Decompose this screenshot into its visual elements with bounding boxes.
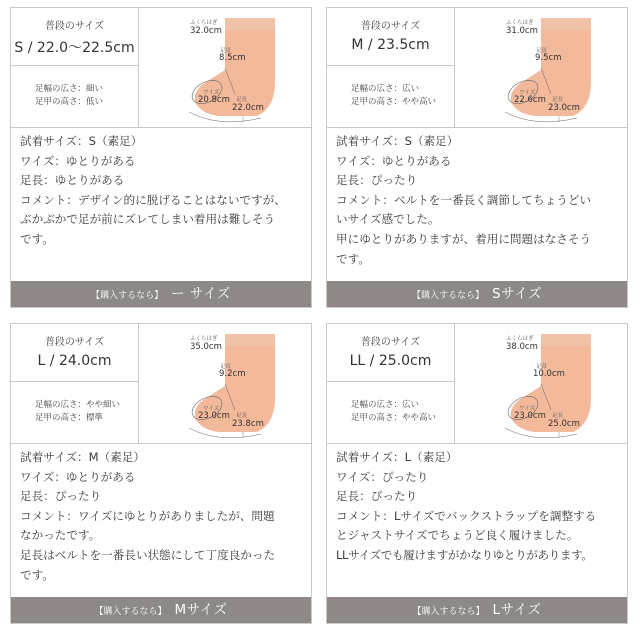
review-line: コメント：ベルトを一番長く調節してちょうどい	[336, 192, 592, 207]
review-line: 足長はベルトを一番長い状態にして丁度良かった	[20, 547, 276, 562]
review-line: ワイズ：ゆとりがある	[20, 469, 136, 484]
instep-height-text: 足甲の高さ：標準	[35, 413, 104, 423]
width-value: 20.8cm	[198, 95, 230, 105]
calf-value: 35.0cm	[190, 342, 222, 352]
foot-measurement-diagram	[139, 324, 311, 443]
instep-label: 足首	[220, 48, 232, 54]
calf-value: 38.0cm	[506, 342, 538, 352]
foot-shape-box	[327, 382, 455, 443]
length-label: 足長	[236, 97, 248, 103]
calf-value: 32.0cm	[190, 26, 222, 36]
usual-size-label: 普段のサイズ	[44, 21, 105, 32]
recommended-size-bar	[327, 597, 627, 623]
length-value: 25.0cm	[548, 419, 580, 429]
review-line: 足長：ゆとりがある	[20, 173, 125, 188]
width-label: ワイズ	[203, 90, 220, 96]
usual-size-value: L / 24.0cm	[37, 353, 112, 369]
usual-size-box	[11, 8, 139, 66]
foot-width-text: 足幅の広さ：広い	[351, 400, 420, 410]
foot-illustration-icon	[455, 8, 627, 127]
review-line: ぶかぶかで足が前にズレてしまい着用は難しそう	[20, 212, 276, 227]
width-value: 23.0cm	[198, 411, 230, 421]
try-on-review	[11, 127, 311, 282]
usual-size-value: LL / 25.0cm	[349, 353, 432, 369]
review-line: ワイズ：ぴったり	[336, 469, 429, 484]
calf-label: ふくらはぎ	[506, 20, 534, 26]
calf-label: ふくらはぎ	[190, 336, 218, 342]
usual-size-value: S / 22.0〜22.5cm	[14, 40, 135, 56]
recommended-size-bar	[327, 281, 627, 307]
length-label: 足長	[552, 413, 564, 419]
buy-prefix: 【購入するなら】	[412, 607, 485, 617]
review-line: とジャストサイズでちょうど良く履けました。	[336, 528, 579, 543]
review-line: なかったです。	[20, 528, 101, 543]
foot-measurement-diagram	[455, 8, 627, 127]
try-on-review	[327, 127, 627, 282]
recommended-size: Sサイズ	[492, 286, 542, 302]
review-line: 試着サイズ：M（素足）	[20, 450, 146, 464]
foot-measurement-diagram	[139, 8, 311, 127]
length-value: 23.0cm	[548, 103, 580, 113]
instep-height-text: 足甲の高さ：やや高い	[351, 97, 437, 107]
review-line: 足長：ぴったり	[336, 173, 418, 188]
review-line: ワイズ：ゆとりがある	[336, 153, 452, 168]
review-line: です。	[20, 567, 54, 582]
review-line: 足長：ぴったり	[20, 489, 102, 504]
width-label: ワイズ	[203, 406, 220, 412]
foot-shape-box	[11, 382, 139, 443]
foot-illustration-icon	[139, 8, 311, 127]
review-line: 試着サイズ：L（素足）	[336, 450, 458, 464]
usual-size-box	[327, 324, 455, 382]
review-line: 甲にゆとりがありますが、着用に問題はなさそう	[336, 231, 592, 246]
review-line: LLサイズでも履けますがかなりゆとりがあります。	[336, 547, 593, 562]
foot-illustration-icon	[455, 324, 627, 443]
calf-value: 31.0cm	[506, 26, 538, 36]
calf-label: ふくらはぎ	[506, 336, 534, 342]
buy-prefix: 【購入するなら】	[411, 291, 484, 301]
usual-size-box	[327, 8, 455, 66]
foot-width-text: 足幅の広さ：細い	[35, 84, 104, 94]
foot-width-text: 足幅の広さ：広い	[351, 84, 420, 94]
try-on-review	[11, 443, 311, 598]
instep-value: 9.5cm	[535, 53, 562, 63]
width-label: ワイズ	[519, 406, 536, 412]
review-line: いサイズ感でした。	[336, 212, 440, 227]
review-line: コメント：デザイン的に脱げることはないですが、	[20, 192, 286, 207]
instep-height-text: 足甲の高さ：低い	[35, 97, 104, 107]
usual-size-label: 普段のサイズ	[44, 337, 105, 348]
instep-value: 10.0cm	[533, 369, 565, 379]
length-label: 足長	[552, 97, 564, 103]
try-on-review	[327, 443, 627, 598]
length-label: 足長	[236, 413, 248, 419]
recommended-size: Lサイズ	[492, 602, 542, 618]
buy-prefix: 【購入するなら】	[91, 291, 164, 301]
instep-value: 9.2cm	[219, 369, 246, 379]
foot-measurement-diagram	[455, 324, 627, 443]
foot-illustration-icon	[139, 324, 311, 443]
width-value: 22.6cm	[514, 95, 546, 105]
recommended-size-bar	[11, 597, 311, 623]
review-line: です。	[336, 251, 370, 266]
fit-card-s	[10, 7, 312, 308]
calf-label: ふくらはぎ	[190, 20, 218, 26]
instep-height-text: 足甲の高さ：やや高い	[351, 413, 437, 423]
fit-card-ll	[326, 323, 628, 624]
width-value: 23.0cm	[514, 411, 546, 421]
length-value: 22.0cm	[232, 103, 264, 113]
usual-size-label: 普段のサイズ	[360, 337, 421, 348]
usual-size-label: 普段のサイズ	[360, 21, 421, 32]
fit-card-l	[10, 323, 312, 624]
foot-width-text: 足幅の広さ：やや細い	[35, 400, 121, 410]
buy-prefix: 【購入するなら】	[94, 607, 167, 617]
recommended-size: ー サイズ	[171, 286, 231, 302]
width-label: ワイズ	[519, 90, 536, 96]
instep-label: 足首	[536, 48, 548, 54]
usual-size-box	[11, 324, 139, 382]
review-line: です。	[20, 231, 54, 246]
review-line: ワイズ：ゆとりがある	[20, 153, 136, 168]
instep-label: 足首	[536, 364, 548, 370]
instep-label: 足首	[220, 364, 232, 370]
recommended-size-bar	[11, 281, 311, 307]
review-line: 足長：ぴったり	[336, 489, 418, 504]
foot-shape-box	[327, 66, 455, 127]
foot-shape-box	[11, 66, 139, 127]
instep-value: 8.5cm	[219, 53, 246, 63]
length-value: 23.8cm	[232, 419, 264, 429]
review-line: 試着サイズ：S（素足）	[336, 134, 459, 148]
fit-card-m	[326, 7, 628, 308]
recommended-size: Mサイズ	[174, 602, 228, 618]
review-line: コメント：ワイズにゆとりがありましたが、問題	[20, 508, 275, 523]
review-line: コメント：Lサイズでバックストラップを調整する	[336, 508, 597, 523]
usual-size-value: M / 23.5cm	[351, 37, 430, 53]
review-line: 試着サイズ：S（素足）	[20, 134, 143, 148]
